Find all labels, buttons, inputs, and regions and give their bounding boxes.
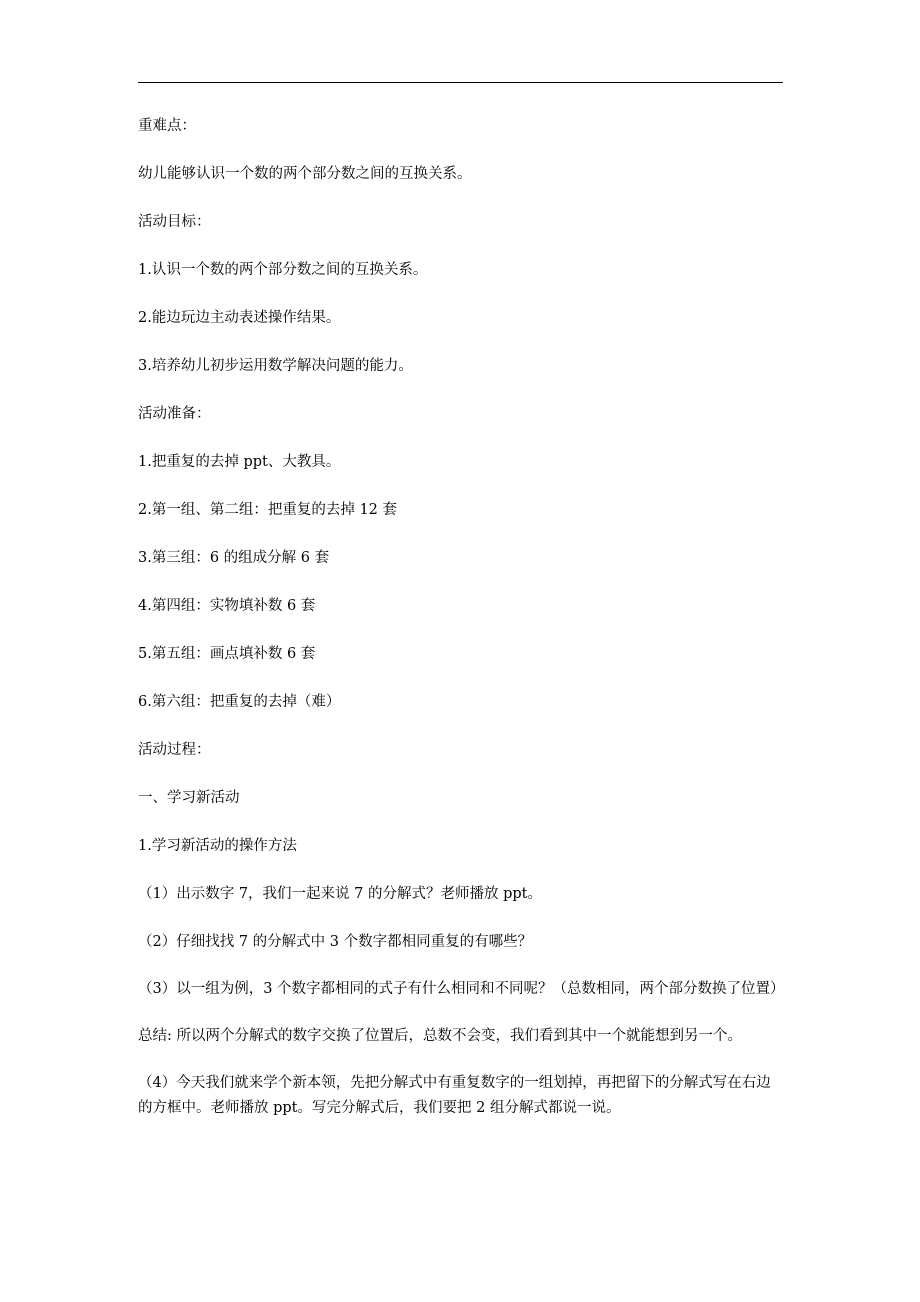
list-item: 1.学习新活动的操作方法 [138,838,297,854]
section-heading-key-points: 重难点： [138,118,196,134]
list-item: 1.认识一个数的两个部分数之间的互换关系。 [138,262,428,278]
list-item: 2.第一组、第二组：把重复的去掉 12 套 [138,502,398,518]
subsection-heading: 一、学习新活动 [138,790,240,806]
list-item: 3.第三组：6 的组成分解 6 套 [138,550,330,566]
document-body [138,113,783,1143]
summary-paragraph: 总结: 所以两个分解式的数字交换了位置后，总数不会变，我们看到其中一个就能想到另一个。 [138,1028,742,1044]
paragraph: 幼儿能够认识一个数的两个部分数之间的互换关系。 [138,166,472,182]
list-item: 1.把重复的去掉 ppt、大教具。 [138,454,341,470]
step-item: （2）仔细找找 7 的分解式中 3 个数字都相同重复的有哪些？ [138,934,533,950]
header-rule [138,82,783,83]
step-item: （4）今天我们就来学个新本领，先把分解式中有重复数字的一组划掉，再把留下的分解式写在右边的方框中。老师播放 ppt。写完分解式后，我们要把 2 组分解式都说一说。 [138,1075,771,1116]
list-item: 4.第四组：实物填补数 6 套 [138,598,316,614]
step-item: （1）出示数字 7，我们一起来说 7 的分解式？老师播放 ppt。 [138,886,543,902]
list-item: 6.第六组：把重复的去掉（难） [138,694,341,710]
step-item: （3）以一组为例，3 个数字都相同的式子有什么相同和不同呢？（总数相同，两个部分数换了位置） [138,981,785,997]
list-item: 3.培养幼儿初步运用数学解决问题的能力。 [138,358,413,374]
section-heading-preparation: 活动准备： [138,406,211,422]
list-item: 2.能边玩边主动表述操作结果。 [138,310,341,326]
list-item: 5.第五组：画点填补数 6 套 [138,646,316,662]
section-heading-process: 活动过程： [138,742,211,758]
section-heading-objectives: 活动目标： [138,214,211,230]
